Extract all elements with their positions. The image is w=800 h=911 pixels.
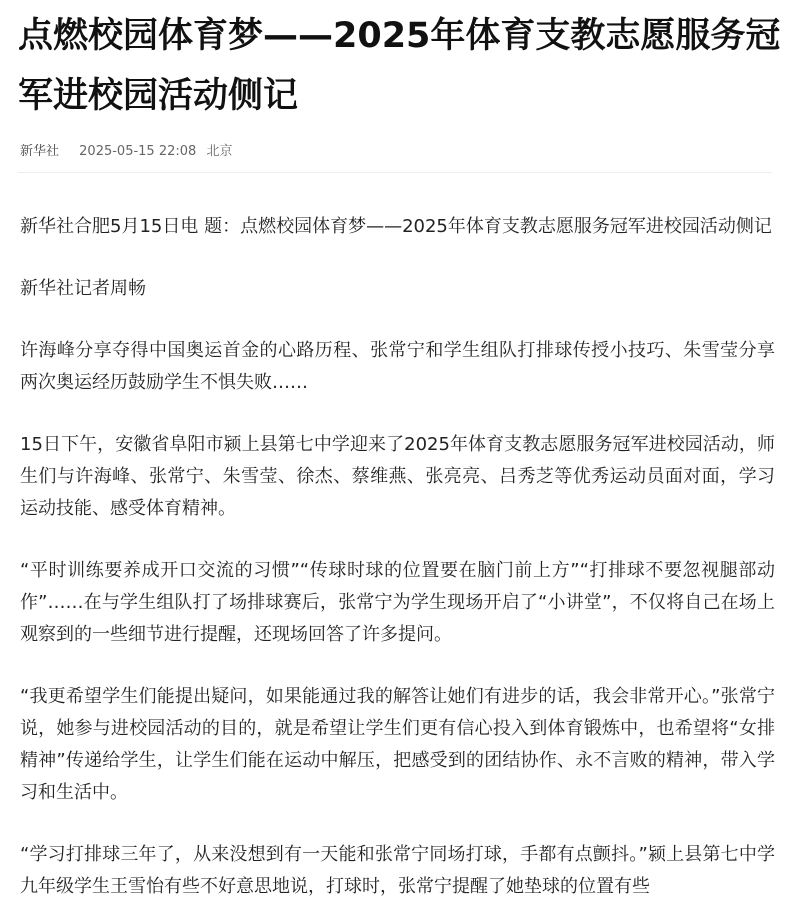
paragraph-dateline: 新华社合肥5月15日电 题：点燃校园体育梦——2025年体育支教志愿服务冠军进校园活动侧记 xyxy=(20,216,772,237)
paragraph-event: 15日下午，安徽省阜阳市颍上县第七中学迎来了2025年体育支教志愿服务冠军进校园活动，师生们与许海峰、张常宁、朱雪莹、徐杰、蔡维燕、张亮亮、吕秀芝等优秀运动员面对面，学习运动技能、感受体育精神。 xyxy=(20,434,775,519)
paragraph-quote-zhang: “我更希望学生们能提出疑问，如果能通过我的解答让她们有进步的话，我会非常开心。”张常宁说，她参与进校园活动的目的，就是希望让学生们更有信心投入到体育锻炼中，也希望将“女排精神”传递给学生，让学生们能在运动中解压，把感受到的团结协作、永不言败的精神，带入学习和生活中。 xyxy=(20,686,775,803)
article-datetime: 2025-05-15 22:08 xyxy=(79,144,197,159)
paragraph-summary: 许海峰分享夺得中国奥运首金的心路历程、张常宁和学生组队打排球传授小技巧、朱雪莹分享两次奥运经历鼓励学生不惧失败…… xyxy=(20,340,775,393)
article-body xyxy=(20,211,775,911)
meta-divider xyxy=(18,172,772,173)
article-meta xyxy=(20,142,232,162)
paragraph-classroom: “平时训练要养成开口交流的习惯”“传球时球的位置要在脑门前上方”“打排球不要忽视腿部动作”……在与学生组队打了场排球赛后，张常宁为学生现场开启了“小讲堂”，不仅将自己在场上观察到的一些细节进行提醒，还现场回答了许多提问。 xyxy=(20,560,775,645)
paragraph-byline: 新华社记者周畅 xyxy=(20,278,146,299)
article-location: 北京 xyxy=(206,144,233,159)
article-source[interactable]: 新华社 xyxy=(20,144,60,159)
paragraph-quote-student: “学习打排球三年了，从来没想到有一天能和张常宁同场打球，手都有点颤抖。”颍上县第七中学九年级学生王雪怡有些不好意思地说，打球时，张常宁提醒了她垫球的位置有些 xyxy=(20,844,775,897)
article-title: 点燃校园体育梦——2025年体育支教志愿服务冠军进校园活动侧记 xyxy=(18,16,781,116)
